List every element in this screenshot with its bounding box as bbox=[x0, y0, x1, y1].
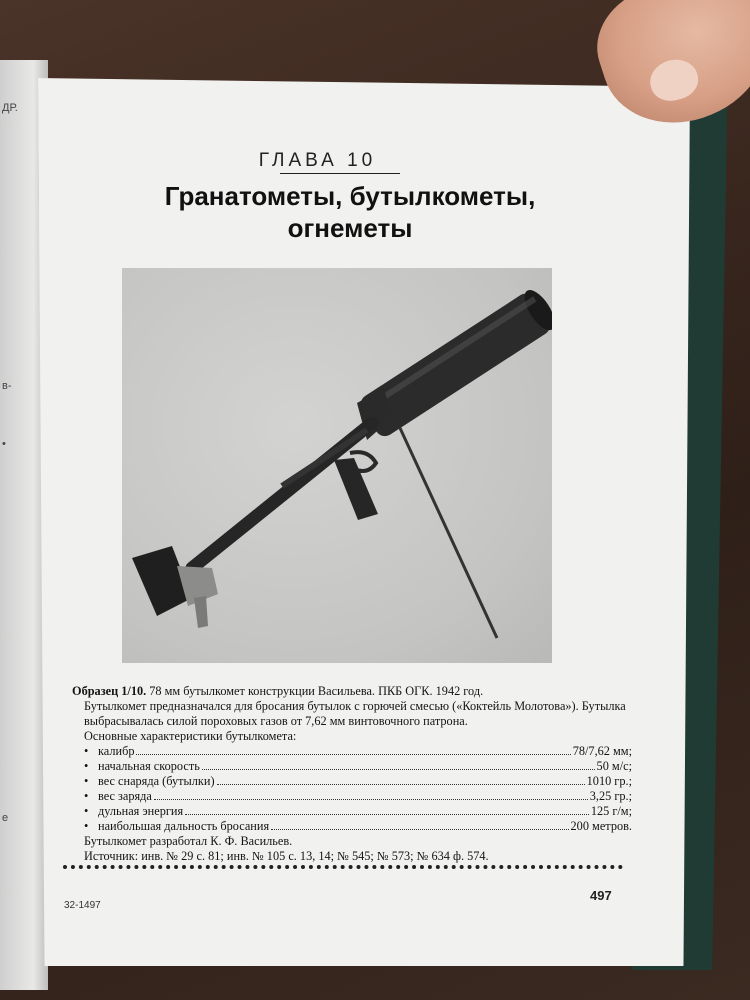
spec-value: 50 м/с; bbox=[596, 759, 632, 773]
weapon-photo bbox=[122, 268, 552, 663]
figure-caption bbox=[72, 684, 632, 864]
spec-value: 125 г/м; bbox=[590, 804, 632, 818]
source-line: Источник: инв. № 29 с. 81; инв. № 105 с. 13, 14; № 545; № 573; № 634 ф. 574. bbox=[84, 849, 489, 863]
spec-name: калибр bbox=[98, 744, 135, 758]
spec-value: 3,25 гр.; bbox=[589, 789, 632, 803]
developer-line: Бутылкомет разработал К. Ф. Васильев. bbox=[84, 834, 293, 848]
chapter-title-line1: Гранатометы, бутылкометы, bbox=[164, 181, 536, 211]
left-page-fragment: е bbox=[2, 812, 9, 824]
spec-name: вес снаряда (бутылки) bbox=[98, 774, 215, 788]
spec-row: • дульная энергия 125 г/м; bbox=[84, 804, 632, 818]
spec-value: 200 метров. bbox=[570, 819, 632, 833]
spec-row: • наибольшая дальность бросания 200 метров. bbox=[84, 819, 632, 833]
chapter-title-line2: огнеметы bbox=[287, 213, 413, 243]
sample-description: 78 мм бутылкомет конструкции Васильева. ПКБ ОГК. 1942 год. bbox=[146, 684, 484, 698]
spec-row: • вес снаряда (бутылки) 1010 гр.; bbox=[84, 774, 632, 788]
chapter-heading: ГЛАВА 10 bbox=[258, 150, 377, 171]
dotted-divider bbox=[63, 865, 623, 869]
description-paragraph: Бутылкомет предназначался для бросания бутылок с горючей смесью («Коктейль Молотова»). Бутылка выбрасывалась силой пороховых газов от 7,62 мм винтовочного патрона. bbox=[84, 699, 626, 728]
spec-row: • начальная скорость 50 м/с; bbox=[84, 759, 632, 773]
sample-label: Образец 1/10. bbox=[72, 684, 147, 698]
specs-heading: Основные характеристики бутылкомета: bbox=[84, 729, 297, 743]
left-page-fragment: в- bbox=[2, 380, 12, 392]
left-page-fragment: ДР. bbox=[2, 102, 18, 114]
print-code: 32-1497 bbox=[64, 900, 101, 911]
spec-value: 1010 гр.; bbox=[586, 774, 632, 788]
spec-row: • вес заряда 3,25 гр.; bbox=[84, 789, 632, 803]
chapter-underline bbox=[280, 173, 400, 174]
spec-name: дульная энергия bbox=[98, 804, 184, 818]
chapter-title bbox=[100, 180, 600, 244]
page-number: 497 bbox=[590, 888, 612, 903]
spec-name: наибольшая дальность бросания bbox=[98, 819, 270, 833]
spec-name: вес заряда bbox=[98, 789, 152, 803]
bottle-launcher-illustration bbox=[122, 268, 552, 663]
spec-value: 78/7,62 мм; bbox=[572, 744, 632, 758]
spec-name: начальная скорость bbox=[98, 759, 200, 773]
spec-row: • калибр 78/7,62 мм; bbox=[84, 744, 632, 758]
left-page-fragment: • bbox=[2, 438, 6, 450]
